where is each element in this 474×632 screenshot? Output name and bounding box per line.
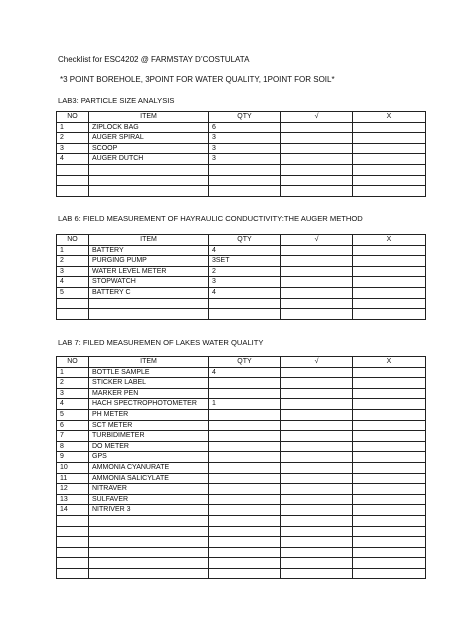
cell-x-checkbox[interactable] — [353, 256, 426, 267]
cell-tick-checkbox[interactable] — [281, 399, 353, 410]
cell-no: 2 — [57, 256, 89, 267]
cell-item: SCT METER — [89, 420, 209, 431]
blank-row — [57, 309, 426, 320]
cell-item-empty[interactable] — [89, 515, 209, 526]
table-row — [57, 378, 426, 389]
blank-row — [57, 547, 426, 558]
cell-no: 10 — [57, 462, 89, 473]
cell-x-checkbox[interactable] — [353, 277, 426, 288]
header-item: ITEM — [89, 357, 209, 368]
cell-item: STOPWATCH — [89, 277, 209, 288]
cell-tick-checkbox[interactable] — [281, 431, 353, 442]
cell-tick-checkbox[interactable] — [281, 452, 353, 463]
cell-item-empty[interactable] — [89, 558, 209, 569]
table-row — [57, 409, 426, 420]
cell-qty: 6 — [209, 122, 281, 133]
table-row — [57, 399, 426, 410]
cell-tick-checkbox[interactable] — [281, 505, 353, 516]
cell-qty: 3 — [209, 133, 281, 144]
blank-row — [57, 298, 426, 309]
cell-tick-checkbox[interactable] — [281, 409, 353, 420]
cell-item-empty[interactable] — [89, 298, 209, 309]
cell-qty — [209, 431, 281, 442]
cell-item: BOTTLE SAMPLE — [89, 367, 209, 378]
table-row — [57, 256, 426, 267]
cell-no-empty[interactable] — [57, 298, 89, 309]
cell-x-checkbox[interactable] — [353, 245, 426, 256]
cell-x-checkbox[interactable] — [353, 452, 426, 463]
cell-no-empty[interactable] — [57, 547, 89, 558]
cell-x-checkbox[interactable] — [353, 143, 426, 154]
cell-tick-empty[interactable] — [281, 537, 353, 548]
cell-tick-checkbox[interactable] — [281, 367, 353, 378]
cell-x-checkbox[interactable] — [353, 484, 426, 495]
table-row — [57, 133, 426, 144]
cell-tick-checkbox[interactable] — [281, 277, 353, 288]
cell-qty: 3 — [209, 154, 281, 165]
cell-item-empty[interactable] — [89, 537, 209, 548]
header-tick: √ — [281, 235, 353, 246]
blank-row — [57, 164, 426, 175]
cell-item-empty[interactable] — [89, 309, 209, 320]
table-row — [57, 266, 426, 277]
table-row — [57, 494, 426, 505]
cell-x-empty[interactable] — [353, 175, 426, 186]
cell-item: WATER LEVEL METER — [89, 266, 209, 277]
table-row — [57, 245, 426, 256]
cell-tick-checkbox[interactable] — [281, 378, 353, 389]
header-no: NO — [57, 112, 89, 123]
cell-no-empty[interactable] — [57, 526, 89, 537]
cell-no-empty[interactable] — [57, 309, 89, 320]
page-title: Checklist for ESC4202 @ FARMSTAY D’COSTULATA — [58, 55, 250, 64]
cell-item: AMMONIA CYANURATE — [89, 462, 209, 473]
lab6-checklist-table — [56, 234, 426, 320]
cell-x-empty[interactable] — [353, 568, 426, 579]
header-x: X — [353, 357, 426, 368]
cell-qty — [209, 462, 281, 473]
cell-no: 2 — [57, 133, 89, 144]
cell-tick-checkbox[interactable] — [281, 133, 353, 144]
header-x: X — [353, 112, 426, 123]
cell-x-checkbox[interactable] — [353, 473, 426, 484]
cell-qty: 3 — [209, 143, 281, 154]
cell-x-checkbox[interactable] — [353, 441, 426, 452]
header-no: NO — [57, 357, 89, 368]
cell-x-checkbox[interactable] — [353, 367, 426, 378]
cell-qty-empty[interactable] — [209, 298, 281, 309]
cell-tick-checkbox[interactable] — [281, 287, 353, 298]
cell-x-empty[interactable] — [353, 164, 426, 175]
cell-x-checkbox[interactable] — [353, 122, 426, 133]
header-item: ITEM — [89, 112, 209, 123]
cell-qty: 2 — [209, 266, 281, 277]
cell-tick-empty[interactable] — [281, 186, 353, 197]
cell-item: DO METER — [89, 441, 209, 452]
cell-x-empty[interactable] — [353, 526, 426, 537]
cell-x-checkbox[interactable] — [353, 431, 426, 442]
cell-tick-empty[interactable] — [281, 164, 353, 175]
table-row — [57, 484, 426, 495]
cell-tick-checkbox[interactable] — [281, 494, 353, 505]
cell-tick-empty[interactable] — [281, 175, 353, 186]
cell-tick-checkbox[interactable] — [281, 122, 353, 133]
cell-x-checkbox[interactable] — [353, 154, 426, 165]
table-row — [57, 420, 426, 431]
cell-x-empty[interactable] — [353, 558, 426, 569]
cell-no: 7 — [57, 431, 89, 442]
cell-x-checkbox[interactable] — [353, 399, 426, 410]
cell-tick-checkbox[interactable] — [281, 473, 353, 484]
cell-no: 3 — [57, 388, 89, 399]
header-no: NO — [57, 235, 89, 246]
cell-no: 5 — [57, 409, 89, 420]
table-row — [57, 367, 426, 378]
header-x: X — [353, 235, 426, 246]
table-row — [57, 388, 426, 399]
cell-qty-empty[interactable] — [209, 537, 281, 548]
cell-no: 13 — [57, 494, 89, 505]
cell-no: 1 — [57, 122, 89, 133]
cell-x-empty[interactable] — [353, 298, 426, 309]
header-qty: QTY — [209, 357, 281, 368]
cell-item: PURGING PUMP — [89, 256, 209, 267]
blank-row — [57, 558, 426, 569]
cell-qty — [209, 441, 281, 452]
lab6-title: LAB 6: FIELD MEASUREMENT OF HAYRAULIC CONDUCTIVITY:THE AUGER METHOD — [58, 214, 363, 223]
blank-row — [57, 537, 426, 548]
cell-item: BATTERY C — [89, 287, 209, 298]
cell-x-empty[interactable] — [353, 547, 426, 558]
blank-row — [57, 515, 426, 526]
cell-item: NITRAVER — [89, 484, 209, 495]
cell-no: 4 — [57, 154, 89, 165]
cell-no: 5 — [57, 287, 89, 298]
cell-qty-empty[interactable] — [209, 515, 281, 526]
cell-qty — [209, 505, 281, 516]
cell-x-checkbox[interactable] — [353, 287, 426, 298]
lab3-checklist-table — [56, 111, 426, 197]
cell-tick-empty[interactable] — [281, 568, 353, 579]
cell-item: MARKER PEN — [89, 388, 209, 399]
table-row — [57, 143, 426, 154]
cell-x-checkbox[interactable] — [353, 409, 426, 420]
header-tick: √ — [281, 112, 353, 123]
cell-qty-empty[interactable] — [209, 547, 281, 558]
cell-x-checkbox[interactable] — [353, 266, 426, 277]
cell-qty — [209, 484, 281, 495]
cell-no-empty[interactable] — [57, 164, 89, 175]
cell-qty: 4 — [209, 367, 281, 378]
cell-no-empty[interactable] — [57, 515, 89, 526]
cell-item: PH METER — [89, 409, 209, 420]
cell-tick-checkbox[interactable] — [281, 462, 353, 473]
cell-qty-empty[interactable] — [209, 309, 281, 320]
cell-qty: 1 — [209, 399, 281, 410]
cell-qty — [209, 494, 281, 505]
cell-qty: 3 — [209, 277, 281, 288]
cell-tick-checkbox[interactable] — [281, 154, 353, 165]
cell-tick-empty[interactable] — [281, 298, 353, 309]
cell-no: 8 — [57, 441, 89, 452]
cell-qty — [209, 409, 281, 420]
cell-no: 12 — [57, 484, 89, 495]
cell-qty — [209, 378, 281, 389]
cell-item: HACH SPECTROPHOTOMETER — [89, 399, 209, 410]
cell-qty: 4 — [209, 245, 281, 256]
cell-tick-checkbox[interactable] — [281, 143, 353, 154]
cell-qty-empty[interactable] — [209, 558, 281, 569]
cell-x-empty[interactable] — [353, 537, 426, 548]
cell-qty: 3SET — [209, 256, 281, 267]
table-row — [57, 505, 426, 516]
cell-item: AUGER SPIRAL — [89, 133, 209, 144]
table-row — [57, 473, 426, 484]
cell-tick-empty[interactable] — [281, 558, 353, 569]
cell-item: GPS — [89, 452, 209, 463]
cell-qty-empty[interactable] — [209, 526, 281, 537]
cell-item-empty[interactable] — [89, 547, 209, 558]
cell-x-checkbox[interactable] — [353, 494, 426, 505]
cell-x-checkbox[interactable] — [353, 133, 426, 144]
cell-x-checkbox[interactable] — [353, 420, 426, 431]
cell-no-empty[interactable] — [57, 568, 89, 579]
cell-tick-checkbox[interactable] — [281, 388, 353, 399]
cell-tick-checkbox[interactable] — [281, 266, 353, 277]
cell-no: 11 — [57, 473, 89, 484]
blank-row — [57, 186, 426, 197]
cell-item-empty[interactable] — [89, 186, 209, 197]
blank-row — [57, 175, 426, 186]
cell-no: 4 — [57, 399, 89, 410]
cell-no: 2 — [57, 378, 89, 389]
cell-item: AMMONIA SALICYLATE — [89, 473, 209, 484]
cell-no: 3 — [57, 143, 89, 154]
header-tick: √ — [281, 357, 353, 368]
lab7-title: LAB 7: FILED MEASUREMEN OF LAKES WATER QUALITY — [58, 338, 264, 347]
cell-qty — [209, 473, 281, 484]
cell-qty: 4 — [209, 287, 281, 298]
table-header-row — [57, 357, 426, 368]
cell-tick-checkbox[interactable] — [281, 420, 353, 431]
cell-x-checkbox[interactable] — [353, 388, 426, 399]
cell-item: STICKER LABEL — [89, 378, 209, 389]
cell-tick-checkbox[interactable] — [281, 441, 353, 452]
cell-no: 1 — [57, 245, 89, 256]
blank-row — [57, 526, 426, 537]
cell-qty-empty[interactable] — [209, 164, 281, 175]
cell-x-checkbox[interactable] — [353, 378, 426, 389]
header-item: ITEM — [89, 235, 209, 246]
cell-no: 3 — [57, 266, 89, 277]
table-row — [57, 154, 426, 165]
cell-item: TURBIDIMETER — [89, 431, 209, 442]
lab3-title: LAB3: PARTICLE SIZE ANALYSIS — [58, 96, 175, 105]
table-row — [57, 452, 426, 463]
cell-x-empty[interactable] — [353, 186, 426, 197]
cell-qty — [209, 420, 281, 431]
header-qty: QTY — [209, 235, 281, 246]
cell-item: SULFAVER — [89, 494, 209, 505]
cell-no: 4 — [57, 277, 89, 288]
table-row — [57, 287, 426, 298]
blank-row — [57, 568, 426, 579]
cell-tick-empty[interactable] — [281, 309, 353, 320]
cell-item: AUGER DUTCH — [89, 154, 209, 165]
table-row — [57, 462, 426, 473]
cell-qty-empty[interactable] — [209, 186, 281, 197]
table-row — [57, 431, 426, 442]
cell-qty-empty[interactable] — [209, 568, 281, 579]
points-note: *3 POINT BOREHOLE, 3POINT FOR WATER QUALITY, 1POINT FOR SOIL* — [60, 75, 335, 84]
table-header-row — [57, 235, 426, 246]
cell-tick-checkbox[interactable] — [281, 256, 353, 267]
table-row — [57, 441, 426, 452]
cell-no-empty[interactable] — [57, 186, 89, 197]
cell-no: 1 — [57, 367, 89, 378]
header-qty: QTY — [209, 112, 281, 123]
cell-no-empty[interactable] — [57, 558, 89, 569]
cell-no: 6 — [57, 420, 89, 431]
cell-tick-empty[interactable] — [281, 526, 353, 537]
cell-tick-empty[interactable] — [281, 515, 353, 526]
table-header-row — [57, 112, 426, 123]
cell-item: SCOOP — [89, 143, 209, 154]
cell-item: BATTERY — [89, 245, 209, 256]
cell-tick-checkbox[interactable] — [281, 484, 353, 495]
cell-item-empty[interactable] — [89, 175, 209, 186]
lab7-checklist-table — [56, 356, 426, 579]
cell-no-empty[interactable] — [57, 537, 89, 548]
cell-qty-empty[interactable] — [209, 175, 281, 186]
table-row — [57, 277, 426, 288]
cell-item-empty[interactable] — [89, 568, 209, 579]
cell-no: 14 — [57, 505, 89, 516]
cell-tick-checkbox[interactable] — [281, 245, 353, 256]
cell-item: ZIPLOCK BAG — [89, 122, 209, 133]
cell-x-checkbox[interactable] — [353, 505, 426, 516]
cell-x-empty[interactable] — [353, 515, 426, 526]
cell-x-empty[interactable] — [353, 309, 426, 320]
cell-qty — [209, 452, 281, 463]
cell-item-empty[interactable] — [89, 526, 209, 537]
cell-qty — [209, 388, 281, 399]
table-row — [57, 122, 426, 133]
cell-no: 9 — [57, 452, 89, 463]
cell-item: NITRIVER 3 — [89, 505, 209, 516]
cell-no-empty[interactable] — [57, 175, 89, 186]
cell-x-checkbox[interactable] — [353, 462, 426, 473]
cell-tick-empty[interactable] — [281, 547, 353, 558]
cell-item-empty[interactable] — [89, 164, 209, 175]
